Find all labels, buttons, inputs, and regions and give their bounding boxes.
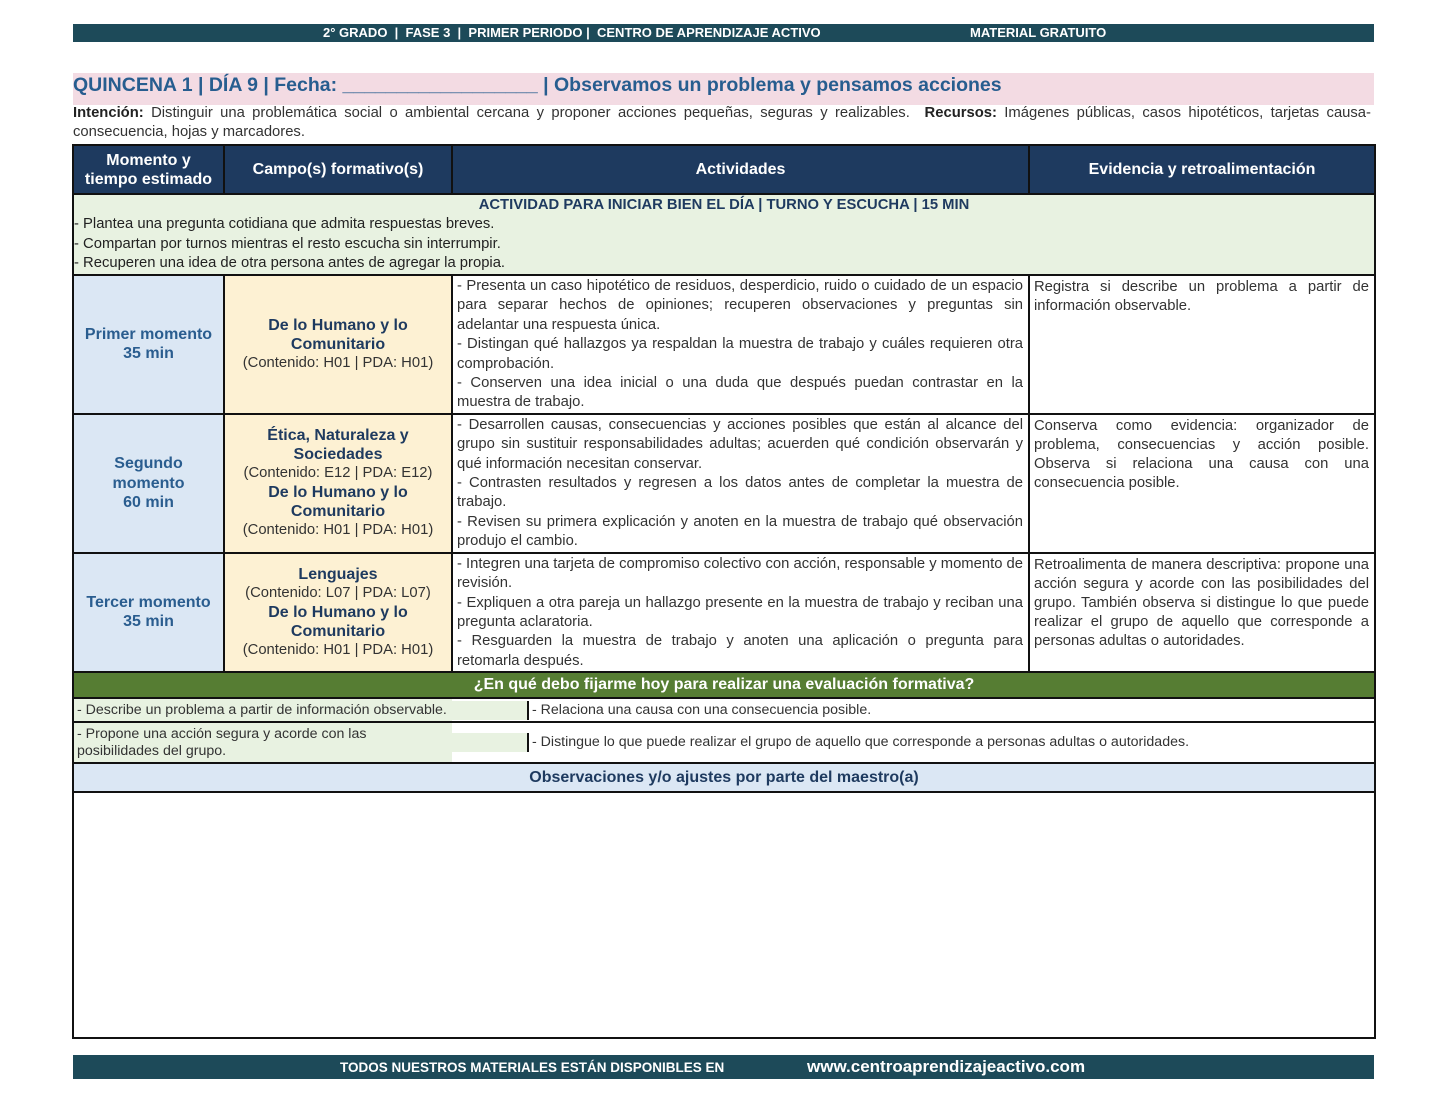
momento-label: Segundo (114, 455, 183, 473)
momento-label: momento (112, 474, 185, 492)
activity-item: - Desarrollen causas, consecuencias y acciones posibles que están al alcance del grupo sin sustituir responsabilidades adultas; acuerden qué condición observarán y qué información necesitan conservar. (457, 416, 1023, 472)
momento-cell (73, 414, 224, 553)
evidencia-cell: Conserva como evidencia: organizador de problema, consecuencias y acción posible. Observa si relaciona una causa con una consecuencia posible. (1029, 414, 1375, 553)
campo-name: De lo Humano y lo Comunitario (268, 316, 408, 353)
starter-title: ACTIVIDAD PARA INICIAR BIEN EL DÍA | TURNO Y ESCUCHA | 15 MIN (478, 196, 970, 213)
campo-name: Lenguajes (298, 565, 378, 583)
activity-item: - Conserven una idea inicial o una duda que después puedan contrastar en la muestra de trabajo. (457, 375, 1023, 411)
campo-content: (Contenido: H01 | PDA: H01) (242, 522, 434, 539)
evaluation-row (73, 698, 1375, 722)
header-momento-line2: tiempo estimado (84, 170, 213, 188)
footer-text: TODOS NUESTROS MATERIALES ESTÁN DISPONIBLES EN (340, 1060, 725, 1075)
intent-paragraph (73, 104, 1371, 142)
campo-content: (Contenido: E12 | PDA: E12) (243, 465, 433, 482)
evidencia-cell: Retroalimenta de manera descriptiva: propone una acción segura y acorde con las posibilidades del grupo. También observa si distingue lo que puede realizar el grupo de aquello que corresponde a personas adultas o autoridades. (1029, 553, 1375, 672)
header-momento (73, 145, 224, 194)
momento-time: 35 min (123, 613, 174, 631)
header-campo: Campo(s) formativo(s) (224, 145, 452, 194)
momento-time: 35 min (123, 345, 174, 363)
evaluation-header-row (73, 672, 1375, 698)
top-banner (73, 24, 1374, 42)
page-title: QUINCENA 1 | DÍA 9 | Fecha: __________________ | Observamos un problema y pensamos acciones (73, 74, 1002, 96)
campo-cell (224, 414, 452, 553)
evaluation-pair (452, 722, 1375, 763)
evaluation-item: - Distingue lo que puede realizar el grupo de aquello que corresponde a personas adultas o autoridades. (532, 734, 1190, 751)
observations-row (73, 792, 1375, 1038)
evaluation-item: - Propone una acción segura y acorde con las posibilidades del grupo. (73, 722, 452, 763)
activity-item: - Expliquen a otra pareja un hallazgo presente en la muestra de trabajo y reciban una pregunta aclaratoria. (457, 594, 1023, 630)
title-band (73, 73, 1374, 105)
momento-cell (73, 275, 224, 414)
table-row (73, 414, 1375, 553)
activity-item: - Revisen su primera explicación y anoten en la muestra de trabajo qué observación produjo el cambio. (457, 513, 1023, 550)
starter-cell (73, 194, 1375, 275)
starter-row (73, 194, 1375, 275)
campo-name: De lo Humano y lo Comunitario (268, 484, 408, 521)
momento-label: Primer momento (84, 325, 213, 343)
observations-header-row (73, 763, 1375, 792)
evaluation-row (73, 722, 1375, 763)
evaluation-item: - Relaciona una causa con una consecuencia posible. (532, 701, 872, 718)
campo-content: (Contenido: H01 | PDA: H01) (242, 354, 434, 371)
activity-item: - Distingan qué hallazgos ya respaldan la muestra de trabajo y cuáles requieren otra comprobación. (457, 336, 1023, 372)
activity-item: - Resguarden la muestra de trabajo y anoten una aplicación o pregunta para retomarla después. (457, 633, 1023, 669)
observations-area[interactable] (73, 792, 1375, 1038)
table-row (73, 553, 1375, 672)
header-actividades: Actividades (452, 145, 1029, 194)
campo-cell (224, 275, 452, 414)
activity-item: - Integren una tarjeta de compromiso colectivo con acción, responsable y momento de revisión. (457, 555, 1023, 592)
resources-label: Recursos: (924, 105, 997, 121)
campo-name: De lo Humano y lo Comunitario (268, 603, 408, 640)
actividades-cell (452, 275, 1029, 414)
footer-url-link[interactable]: www.centroaprendizajeactivo.com (807, 1057, 1086, 1076)
table-header-row (73, 145, 1375, 194)
evaluation-item: - Describe un problema a partir de información observable. (73, 698, 452, 722)
momento-label: Tercer momento (86, 593, 211, 611)
campo-content: (Contenido: L07 | PDA: L07) (245, 584, 431, 601)
activity-item: - Presenta un caso hipotético de residuos, desperdicio, ruido o cuidado de un espacio para separar hechos de opiniones; recuperen observaciones y preguntas sin adelantar una respuesta única. (457, 278, 1023, 333)
activity-item: - Contrasten resultados y regresen a los datos antes de completar la muestra de trabajo. (457, 475, 1023, 511)
table-row (73, 275, 1375, 414)
campo-cell (224, 553, 452, 672)
evaluation-spacer (452, 701, 529, 720)
actividades-cell (452, 414, 1029, 553)
free-material-label: MATERIAL GRATUITO (970, 25, 1107, 40)
starter-item: - Compartan por turnos mientras el resto escucha sin interrumpir. (74, 235, 501, 252)
footer-banner (73, 1055, 1374, 1079)
intent-text: Distinguir una problemática social o ambiental cercana y proponer acciones pequeñas, seguras y realizables. (151, 105, 910, 121)
evaluation-spacer (452, 733, 529, 752)
starter-item: - Plantea una pregunta cotidiana que admita respuestas breves. (74, 216, 495, 232)
resources-text: Imágenes públicas, casos hipotéticos, tarjetas causa-consecuencia, hojas y marcadores. (73, 105, 1371, 140)
momento-cell (73, 553, 224, 672)
momento-time: 60 min (123, 494, 174, 512)
header-evidencia: Evidencia y retroalimentación (1029, 145, 1375, 194)
observations-title: Observaciones y/o ajustes por parte del maestro(a) (73, 763, 1375, 792)
campo-name: Ética, Naturaleza y Sociedades (267, 427, 409, 464)
actividades-cell (452, 553, 1029, 672)
grade-info: 2° GRADO | FASE 3 | PRIMER PERIODO | CENTRO DE APRENDIZAJE ACTIVO (323, 25, 821, 40)
evidencia-cell: Registra si describe un problema a partir de información observable. (1029, 275, 1375, 414)
campo-content: (Contenido: H01 | PDA: H01) (242, 641, 434, 658)
lesson-plan-table (72, 144, 1376, 1039)
evaluation-title: ¿En qué debo fijarme hoy para realizar una evaluación formativa? (73, 672, 1375, 698)
intent-label: Intención: (73, 105, 144, 121)
header-momento-line1: Momento y (106, 151, 191, 169)
starter-item: - Recuperen una idea de otra persona antes de agregar la propia. (74, 255, 506, 271)
evaluation-pair (452, 698, 1375, 722)
